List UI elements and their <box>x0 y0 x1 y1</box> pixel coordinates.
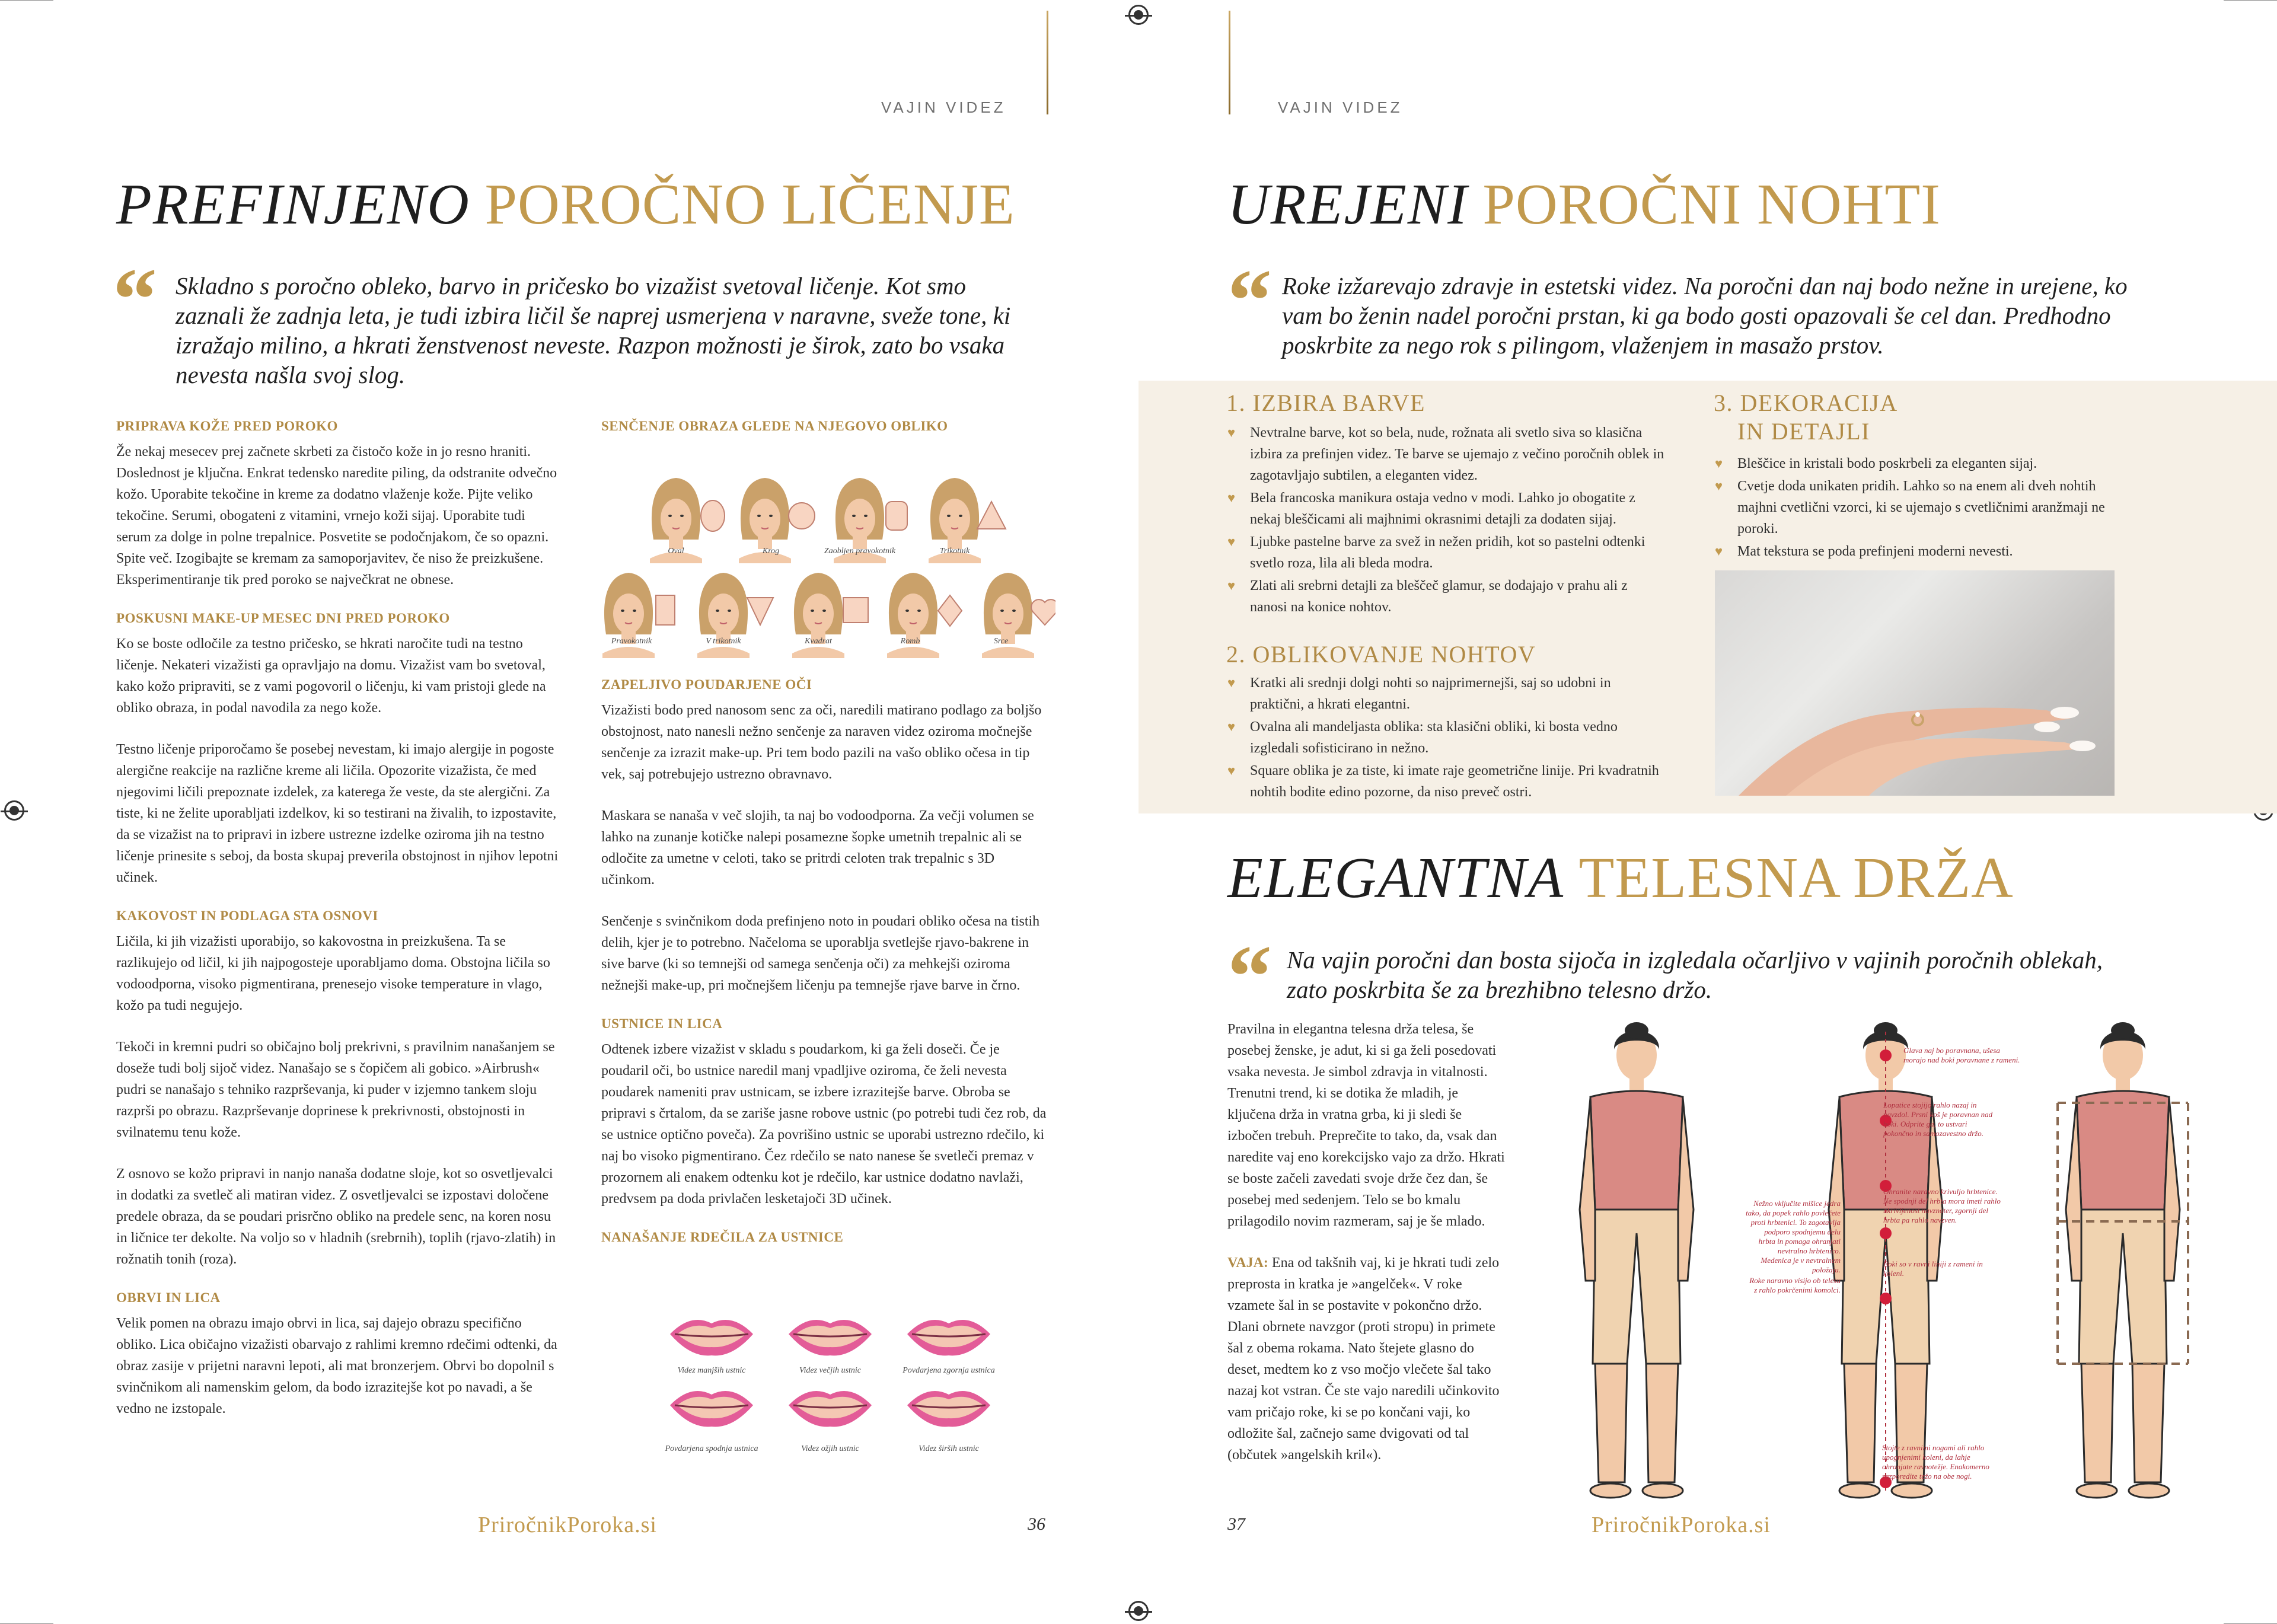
heart-icon: ♥ <box>1227 675 1236 690</box>
section-heading: OBRVI IN LICA <box>116 1290 221 1305</box>
lead-paragraph: Roke izžarevajo zdravje in estetski videz. Na poročni dan naj bodo nežne in urejene, ko vam bo ženin nadel poročni prstan, ki ga bodo gosti opazovali še cel dan. Predhodno poskrbite za nego rok s pilingom, vlaženjem in masažo prstov. <box>1282 272 2128 359</box>
exercise-label: VAJA: <box>1227 1255 1268 1271</box>
column-1 <box>116 419 560 1440</box>
page-title <box>116 173 1015 237</box>
face-label-pravokotnik: Pravokotnik <box>611 637 652 646</box>
title-dark: UREJENI <box>1227 173 1468 237</box>
list-item: ♥ Nevtralne barve, kot so bela, nude, rožnata ali svetlo siva so klasična izbira za prefinjen videz. Te barve se ujemajo z večino poročnih oblek in zagotavljajo subtilen, a eleganten videz. <box>1227 422 1666 486</box>
list-item: ♥ Ljubke pastelne barve za svež in nežen pridih, kot so pastelni odtenki svetlo roza, lila ali bleda modra. <box>1227 531 1666 574</box>
crop-mark <box>2224 0 2277 1</box>
face-label-kvadrat: Kvadrat <box>805 637 832 646</box>
paragraph: Testno ličenje priporočamo še posebej nevestam, ki imajo alergije in pogoste alergične reakcije na različne kreme ali ličila. Opozorite vizažista, če med njegovimi ličili prepoznate izdelek, za katerega že veste, da ste alergični. Za tiste, ki ne želite uporabljati izdelkov, ki so testirani na živalih, to izpostavite, da se vizažist na to pripravi in izbere ustrezne izdelke oziroma jih na testno ličenje prinesite s seboj, da bosta skupaj preverila obstojnost in njihov lepotni učinek. <box>116 742 559 885</box>
running-head: VAJIN VIDEZ <box>881 98 1006 116</box>
section-title <box>1227 846 2014 910</box>
heart-icon: ♥ <box>1227 425 1236 440</box>
face-label-oval: Oval <box>668 547 684 556</box>
paragraph: Tekoči in kremni pudri so običajno bolj prekrivni, s pravilnim nanašanjem se doseže tudi bolj sijoč videz. Nanašajo se s čopičem ali gobico. »Airbrush« pudri se nanašajo s tehniko razprševanja, ki puder v izjemno tankem sloju razprši po obrazu. Razprševanje doprinese k prekrivnosti, obstojnosti in svilnatemu tenu kože. <box>116 1039 555 1140</box>
face-label-srce: Srce <box>993 637 1009 646</box>
right-page <box>1138 0 2277 1624</box>
section-heading: USTNICE IN LICA <box>601 1016 723 1031</box>
colour-list <box>1227 422 1666 619</box>
page-number: 36 <box>1028 1514 1045 1534</box>
section-heading: SENČENJE OBRAZA GLEDE NA NJEGOVO OBLIKO <box>601 419 948 433</box>
posture-note: Glava naj bo poravnana, ušesa morajo nad boki poravnane z rameni. <box>1903 1046 2020 1064</box>
panel-heading: 1. IZBIRA BARVE <box>1226 390 1425 416</box>
posture-note: Nežno vključite mišice jedra tako, da popek rahlo povlečete proti hrbtenici. To zagotavlja podporo spodnjemu delu hrbta in pomaga ohranjati nevtralno hrbtenico. Medenica je v nevtralnem položaju. <box>1746 1199 1841 1274</box>
footer-brand: PriročnikPoroka.si <box>478 1513 657 1537</box>
manicure-photo <box>1715 570 2115 796</box>
face-label-krog: Krog <box>762 547 780 556</box>
title-dark: PREFINJENO <box>116 173 470 237</box>
lips-figure <box>652 1304 1008 1459</box>
list-item: ♥ Cvetje doda unikaten pridih. Lahko so na enem ali dveh nohtih majhni cvetlični vzorci, ki se ujemajo s cvetličnimi aranžmaji ne poroki. <box>1715 476 2118 540</box>
posture-note: Roke naravno visijo ob telesu z rahlo pokrčenimi komolci. <box>1749 1276 1841 1294</box>
list-item: ♥ Square oblika je za tiste, ki imate raje geometrične linije. Pri kvadratnih nohtih bodite edino pozorne, da niso preveč ostri. <box>1227 760 1666 803</box>
face-label-zaobljen: Zaobljen pravokotnik <box>824 547 896 556</box>
paragraph: Velik pomen na obrazu imajo obrvi in lica, saj dajejo obrazu specifično obliko. Lica običajno vizažisti obarvajo z rahlimi kremno rdečimi odtenki, da obraz zasije v prijetni naravni lepoti, ali mat bronzerjem. Obrvi bo dopolnil s svinčnikom ali namenskim gelom, da bodo izrazitejše kot po navadi, a še vedno ne izstopale. <box>116 1316 557 1416</box>
page-title <box>1227 173 1941 237</box>
face-label-v-trikotnik: V trikotnik <box>706 637 741 646</box>
list-item: ♥ Bela francoska manikura ostaja vedno v modi. Lahko jo obogatite z nekaj bleščicami ali majhnimi okrasnimi detajli za dodaten sijaj. <box>1227 487 1666 530</box>
paragraph <box>1227 1252 1506 1466</box>
shape-list <box>1227 672 1666 804</box>
section-heading: POSKUSNI MAKE-UP MESEC DNI PRED POROKO <box>116 611 450 626</box>
posture-note: Stojte z ravnimi nogami ali rahlo upognjenimi koleni, da lahje ohranjate ravnotežje. Enakomerno razporedite težo na obe nogi. <box>1882 1443 1989 1481</box>
section-heading: KAKOVOST IN PODLAGA STA OSNOVI <box>116 908 378 923</box>
left-page <box>0 0 1138 1624</box>
list-item: ♥ Zlati ali srebrni detajli za bleščeč glamur, se dodajajo v prahu ali z nanosi na konice nohtov. <box>1227 575 1666 618</box>
paragraph: Maskara se nanaša v več slojih, ta naj bo vodoodporna. Za večji volumen se lahko na zunanje kotičke nalepi posamezne šopke umetnih trepalnic ali se odločite za umetne v celoti, tako se pritrdi celoten trak trepalnic s 3D učinkom. <box>601 808 1034 888</box>
posture-note: Lopatice stojijo rahlo nazaj in navzdol. Prsni koš je poravnan nad boki. Odprite ga, to ustvari pokončno in samozavestno držo. <box>1883 1100 1993 1138</box>
column-2 <box>601 677 1050 1252</box>
posture-note: Boki so v ravni liniji z rameni in koleni. <box>1883 1259 1983 1278</box>
paragraph: Že nekaj mesecev prej začnete skrbeti za čistočo kože in jo resno hraniti. Doslednost je ključna. Enkrat tedensko naredite piling, da odstranite odvečno kožo. Uporabite tekočine in kreme za dodatno vlaženje kože. Pijte veliko tekočine. Serumi, obogateni z vitamini, vrnejo koži sijaj. Uporabite tudi serum za dolge in polne trepalnice. Posvetite se podočnjakom, če so opazni. Spite več. Izogibajte se kremam za samoporjavitev, če niso že preizkušene. Eksperimentiranje tik pred poroko se največkrat ne obnese. <box>116 444 557 588</box>
lip-label: Povdarjena zgornja ustnica <box>902 1366 995 1375</box>
paragraph: Z osnovo se kožo pripravi in nanjo nanaša dodatne sloje, kot so osvetljevalci in dodatki za svetleč ali matiran videz. Z osvetljevalci se izpostavi določene predele obraza, da se poudari prisrčno obliko na predele senc, na koren nosu in ličnice ter dekolte. Na voljo so v hladnih (srebrnih), toplih (rjavo-zlatih) in rožnatih tonih (roza). <box>116 1166 556 1267</box>
title-gold: TELESNA DRŽA <box>1578 846 2014 910</box>
face-label-trikotnik: Trikotnik <box>939 547 970 556</box>
lip-label: Videz večjih ustnic <box>799 1366 861 1375</box>
exercise-text: Ena od takšnih vaj, ki je hkrati tudi zelo preprosta in kratka je »angelček«. V roke vzamete šal in se postavite v pokončno držo. Dlani obrnete navzgor (proti stropu) in primete šal z obema rokama. Nato štejete glasno do deset, medtem ko z vso močjo vlečete šal tako nazaj kot vstran. Če ste vajo naredili učinkovito vam pričajo roke, ki se po končani vaji, ko odložite šal, začnejo same dvigovati od tal (občutek »angelskih kril«). <box>1227 1255 1500 1463</box>
posture-figure <box>1530 1008 2235 1506</box>
paragraph: Senčenje s svinčnikom doda prefinjeno noto in poudari obliko očesa na tistih delih, kjer je to potrebno. Načeloma se uporablja svetlejše rjavo-bakrene in sive barve (ki so temnejši od samega senčenja oči) za mehkejši oziroma nežnejši make-up, pri močnejšem ličenju pa temnejše rjave barve in črno. <box>601 914 1040 993</box>
heart-icon: ♥ <box>1227 763 1236 778</box>
lip-label: Povdarjena spodnja ustnica <box>665 1444 758 1453</box>
decoration-list <box>1715 453 2118 563</box>
list-item: ♥ Mat tekstura se poda prefinjeni moderni nevesti. <box>1715 541 2118 562</box>
heart-icon: ♥ <box>1227 490 1236 505</box>
running-head: VAJIN VIDEZ <box>1278 98 1403 116</box>
quote-icon: “ <box>1227 251 1272 350</box>
section-heading: PRIPRAVA KOŽE PRED POROKO <box>116 419 338 433</box>
title-gold: POROČNI NOHTI <box>1482 173 1941 237</box>
lip-label: Videz manjših ustnic <box>677 1366 746 1375</box>
paragraph: Odtenek izbere vizažist v skladu s poudarkom, ki ga želi doseči. Če je poudaril oči, bo ustnice naredil manj vpadljive oziroma, če želi nevesta poudarek nameniti prav ustnicam, se izbere izrazitejše barve. Obroba se pripravi s črtalom, da se zariše jasne robove ustnic (po potrebi tudi čez rob, da se ustnice optično poveča). Za povrišino ustnic se uporabi ustrezno rdečilo, ki naj bo visoko pigmentirano. Čez rdečilo se nato nanese še svetleči premaz v prozornem ali enakem odtenku kot je rdečilo, kar ustnice dodatno navlaži, predvsem pa doda privlačen lesketajoči 3D učinek. <box>601 1042 1047 1207</box>
panel-heading: 2. OBLIKOVANJE NOHTOV <box>1226 641 1536 668</box>
heart-icon: ♥ <box>1715 456 1723 471</box>
title-gold: POROČNO LIČENJE <box>484 173 1015 237</box>
gold-rule <box>1229 11 1230 114</box>
column-2-head <box>601 419 1050 441</box>
panel-heading: 3. DEKORACIJA IN DETAJLI <box>1714 390 1898 445</box>
heart-icon: ♥ <box>1227 719 1236 734</box>
lip-label: Videz ožjih ustnic <box>801 1444 859 1453</box>
heart-icon: ♥ <box>1227 578 1236 593</box>
face-label-romb: Romb <box>900 637 920 646</box>
registration-mark-icon <box>1128 5 1149 25</box>
posture-column <box>1227 1019 1506 1486</box>
list-item: ♥ Ovalna ali mandeljasta oblika: sta klasični obliki, ki bosta vedno izgledali sofisticirano in nežno. <box>1227 716 1666 759</box>
paragraph: Ko se boste odločile za testno pričesko, se hkrati naročite tudi na testno ličenje. Nekateri vizažisti ga opravljajo na domu. Vizažist vam bo svetoval, kako kožo pripraviti, se z vami pogovoril o ličenju, ki vam pristoji glede na obliko obraza, in podal navodila za nego kože. <box>116 636 546 716</box>
section-heading: NANAŠANJE RDEČILA ZA USTNICE <box>601 1230 844 1245</box>
paragraph: Ličila, ki jih vizažisti uporabijo, so kakovostna in preizkušena. Ta se razlikujejo od ličil, ki jih najpogosteje uporabljamo doma. Obstojna ličila so vodoodporna, visoko pigmentirana, prenesejo visoke temperature in vlago, kožo pa tudi negujejo. <box>116 934 550 1013</box>
footer-brand: PriročnikPoroka.si <box>1592 1513 1771 1537</box>
title-dark: ELEGANTNA <box>1227 846 1564 910</box>
face-shapes-figure <box>599 468 1055 658</box>
posture-note: Ohranite naravno krivuljo hrbtenice. Ne spodnji del hrbta mora imeti rahlo ukrivljenost navznoter, zgornji del hrbta pa rahlo navzven. <box>1883 1187 2001 1224</box>
page-number: 37 <box>1227 1514 1245 1534</box>
section-heading: ZAPELJIVO POUDARJENE OČI <box>601 677 812 692</box>
paragraph: Pravilna in elegantna telesna drža telesa, še posebej ženske, je adut, ki si ga želi posedovati vsaka nevesta. Je simbol zdravja in vitalnosti. Trenutni trend, ki se dotika že mladih, je ključena drža in vratna grba, ki ji sledi še izbočen trebuh. Preprečite to tako, da, vsak dan naredite vaj eno korekcijsko vajo za držo. Hkrati se boste začeli zavedati svoje drže čez dan, še posebej med sedenjem. Telo se bo kmalu prilagodilo novim razmeram, saj je še mlado. <box>1227 1022 1505 1229</box>
heart-icon: ♥ <box>1227 534 1236 549</box>
lead-paragraph: Na vajin poročni dan bosta sijoča in izgledala očarljivo v vajinih poročnih oblekah, zato poskrbita še za brezhibno telesno držo. <box>1287 946 2103 1003</box>
crop-mark <box>0 0 53 1</box>
gold-rule <box>1047 11 1048 114</box>
heart-icon: ♥ <box>1715 544 1723 559</box>
lead-paragraph: Skladno s poročno obleko, barvo in pričesko bo vizažist svetoval ličenje. Kot smo zaznali že zadnja leta, je tudi izbira ličil še naprej usmerjena v naravne, sveže tone, ki izražajo milino, a hkrati ženstvenost neveste. Razpon možnosti je širok, zato bo vsaka nevesta našla svoj slog. <box>176 272 1011 388</box>
quote-icon: “ <box>1227 927 1272 1026</box>
list-item: ♥ Kratki ali srednji dolgi nohti so najprimernejši, saj so udobni in praktični, a hkrati elegantni. <box>1227 672 1666 715</box>
registration-mark-icon <box>4 800 24 821</box>
registration-mark-icon <box>1128 1601 1149 1621</box>
paragraph: Vizažisti bodo pred nanosom senc za oči, naredili matirano podlago za boljšo obstojnost, nato nanesli nežno senčenje za naraven videz oziroma močnejše senčenje za izrazit make-up. Pri tem bodo pazili na vašo obliko očesa in tip vek, saj potrebujejo ustrezno obravnavo. <box>601 703 1042 782</box>
lip-label: Videz širših ustnic <box>919 1444 979 1453</box>
quote-icon: “ <box>113 250 157 349</box>
heart-icon: ♥ <box>1715 478 1723 493</box>
list-item: ♥ Bleščice in kristali bodo poskrbeli za eleganten sijaj. <box>1715 453 2118 474</box>
